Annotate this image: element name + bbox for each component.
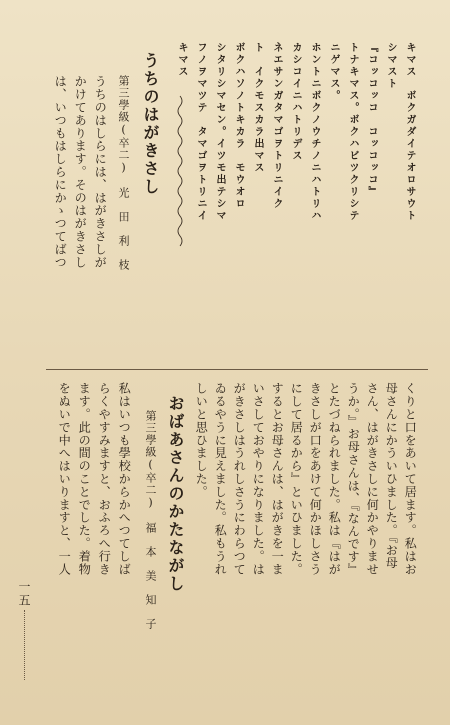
story-line: いさしておやりになりました。は — [251, 382, 266, 576]
story-line: うちのはしらには、はがきさしが — [93, 75, 108, 269]
story-byline: 第三學級(卒二) 光 田 利 枝 — [117, 75, 130, 271]
poem-line: ネエサンガタマゴヲトリニイク — [271, 42, 282, 210]
story-line: かけてあります。そのはがきさし — [73, 75, 88, 269]
story-title: おばあさんのかたながし — [166, 395, 185, 593]
story-line: きさしが口をあけて何かほしさう — [308, 382, 323, 576]
page-number: 一五 — [17, 580, 31, 608]
story-line: がきさしはうれしさうにわらつて — [232, 382, 247, 576]
story-line: にして居るから』といひました。 — [289, 382, 304, 576]
story-line: 母さんにかういひました。『お母 — [384, 382, 399, 570]
story-line: くりと口をあいて居ます。私はお — [403, 382, 418, 576]
story-line: するとお母さんは、はがきを一ま — [270, 382, 285, 576]
poem-line: ホントニボクノウチノニハトリハ — [309, 42, 320, 222]
poem-line: キマス ボクガダイテオロサウト — [404, 42, 415, 222]
section-divider — [46, 369, 428, 370]
story-line: をぬいで中へはいりますと、一人 — [57, 382, 72, 576]
story-line: さん、はがきさしに何かやりませ — [365, 382, 380, 576]
poem-line: フノヲマツテ タマゴヲトリニイ — [195, 42, 206, 222]
story-line: ゐるやうに見えました。私もうれ — [213, 382, 228, 576]
wavy-rule — [176, 96, 184, 246]
story-line: とたづねられました。私は『はが — [327, 382, 342, 576]
poem-line: トナキマス。ボクハビツクリシテ — [347, 42, 358, 222]
poem-line: キマス — [176, 42, 187, 78]
story-line: うか。』お母さんは、『なんです』 — [346, 382, 361, 577]
poem-line: ボクハソノトキカラ モウオロ — [233, 42, 244, 210]
story-line: らくやすみますと、おふろへ行き — [97, 382, 112, 576]
story-line: ます。此の間のことでした。着物 — [77, 382, 92, 576]
poem-line: ト イクモスカラ出マス — [252, 42, 263, 174]
story-line: は、いつもはしらにかゝつてばつ — [53, 75, 68, 269]
poem-line: シマスト — [385, 42, 396, 90]
folio-rule — [24, 610, 25, 680]
poem-line: 『コッコッコ コッコッコ』 — [366, 42, 377, 198]
story-title: うちのはがきさし — [141, 52, 160, 196]
story-line: しいと思ひました。 — [194, 382, 209, 499]
poem-line: ニゲマス。 — [328, 42, 339, 102]
poem-line: カシコイニハトリデス — [290, 42, 301, 162]
story-byline: 第三學級(卒二) 福 本 美 知 子 — [144, 410, 157, 630]
poem-line: シタリシマセン。イツモ出テシマ — [214, 42, 225, 222]
story-line: 私はいつも學校からかへつてしば — [117, 382, 132, 576]
